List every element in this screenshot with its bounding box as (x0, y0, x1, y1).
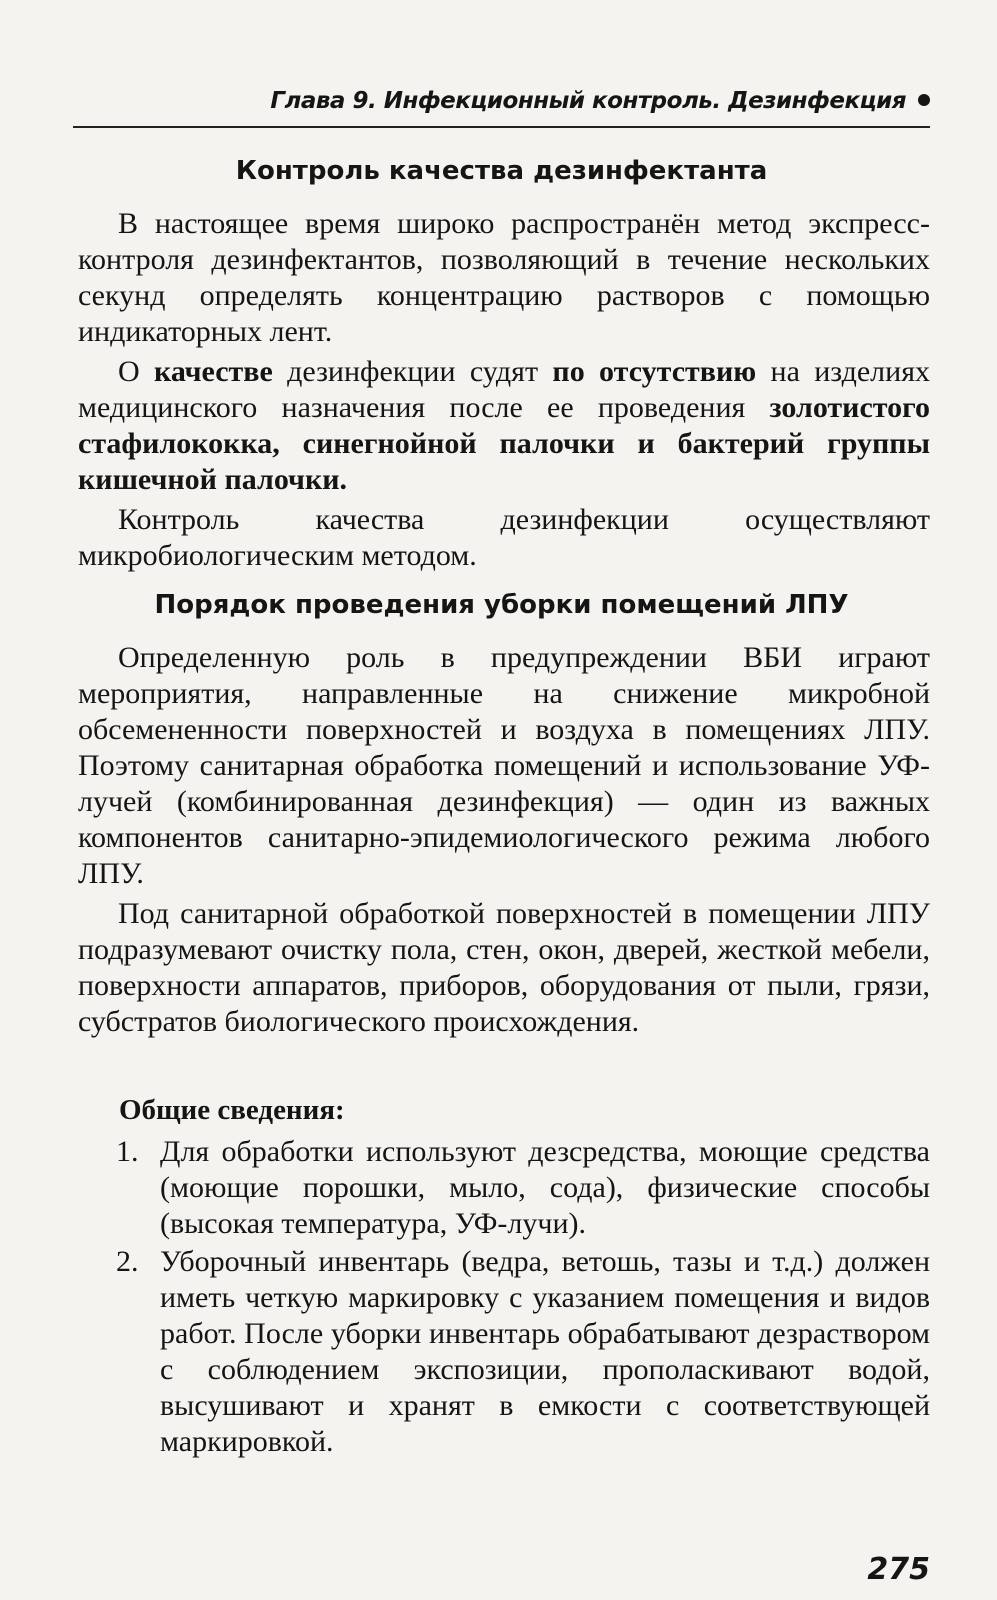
section-heading-disinfectant-quality: Контроль качества дезинфектанта (235, 156, 768, 186)
bold-run: качестве (154, 355, 273, 388)
section-2-body (78, 640, 930, 1040)
text-run: дезинфекции судят (272, 355, 553, 388)
page-number: 275 (867, 1552, 930, 1587)
general-info-title: Общие сведения: (119, 1094, 345, 1126)
section-heading-cleaning-order: Порядок проведения уборки помещений ЛПУ (154, 590, 849, 620)
paragraph: Контроль качества дезинфекции осуществляют микробиологическим методом. (78, 503, 930, 572)
list-item (78, 1134, 930, 1242)
list-item-text: Уборочный инвентарь (ведра, ветошь, тазы и т.д.) должен иметь четкую маркировку с указанием помещения и видов работ. После уборки инвентарь обрабатывают дезраствором с соблюдением экспозиции, прополаскивают водой, высушивают и хранят в емкости с соответствующей маркировкой. (160, 1245, 930, 1458)
paragraph: Определенную роль в предупреждении ВБИ играют мероприятия, направленные на снижение микробной обсемененности поверхностей и воздуха в помещениях ЛПУ. Поэтому санитарная обработка помещений и использование УФ-лучей (комбинированная дезинфекция) — один из важных компонентов санитарно-эпидемиологического режима любого ЛПУ. (78, 641, 930, 890)
paragraph: В настоящее время широко распространён метод экспресс-контроля дезинфектантов, позволяющий в течение нескольких секунд определять концентрацию растворов с помощью индикаторных лент. (78, 207, 930, 348)
running-header (73, 88, 930, 114)
bold-run: золотистого стафилококка, синегнойной палочки и бактерий группы кишечной палочки. (78, 391, 930, 496)
list-item (78, 1244, 930, 1460)
list-item-number: 1. (116, 1135, 139, 1168)
text-run: на изделиях медицинского назначения после ее проведения (78, 355, 931, 424)
header-divider (73, 126, 930, 128)
section-1-body (78, 206, 930, 574)
paragraph: Под санитарной обработкой поверхностей в помещении ЛПУ подразумевают очистку пола, стен, окон, дверей, жесткой мебели, поверхности аппаратов, приборов, оборудования от пыли, грязи, субстратов биологического происхождения. (78, 897, 930, 1038)
paragraph (78, 354, 930, 498)
list-item-text: Для обработки используют дезсредства, моющие средства (моющие порошки, мыло, сода), физические способы (высокая температура, УФ-лучи). (160, 1135, 930, 1240)
bullet-icon (918, 94, 930, 106)
text-run: О (118, 355, 154, 388)
bold-run: по отсутствию (552, 355, 757, 388)
running-header-title: Глава 9. Инфекционный контроль. Дезинфекция (270, 88, 906, 114)
general-info-list (78, 1134, 930, 1460)
list-item-number: 2. (116, 1245, 139, 1278)
